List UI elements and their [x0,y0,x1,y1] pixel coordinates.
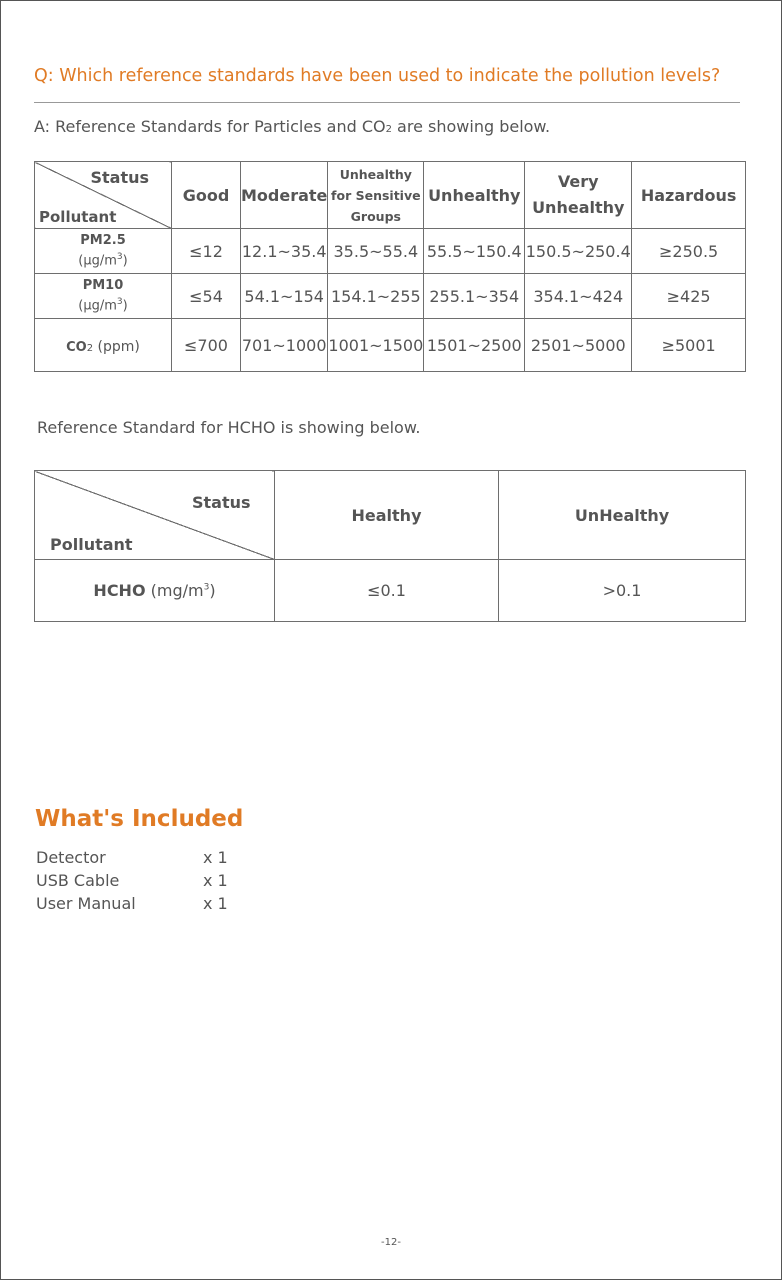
included-list [36,848,236,917]
pollutant-co2 [66,339,140,355]
value-cell: 12.1~35.4 [241,229,328,274]
unit-sup: 3 [116,296,123,307]
pollutant-subscript: 2 [86,342,94,354]
list-item [36,871,236,894]
table-header-row [35,471,746,560]
whats-included-title: What's Included [35,806,244,832]
pollutant-cell [35,229,172,274]
value-cell: 255.1~354 [424,274,525,319]
value-cell: ≤0.1 [275,560,499,622]
faq-answer [34,117,550,136]
item-qty: x 1 [203,848,228,867]
corner-header [35,162,172,229]
value-cell: 1001~1500 [328,319,424,372]
hcho-intro: Reference Standard for HCHO is showing below. [37,418,421,437]
divider [34,102,740,103]
header-unhealthy: Unhealthy [424,162,525,229]
unit-end: ) [122,253,128,269]
value-cell: 154.1~255 [328,274,424,319]
header-sensitive-line2: for Sensitive [331,187,421,203]
value-cell: ≤12 [172,229,241,274]
value-cell: 1501~2500 [424,319,525,372]
header-sensitive-line1: Unhealthy [339,166,412,182]
header-sensitive-line3: Groups [350,208,401,224]
pollutant-cell [35,274,172,319]
table-row [35,319,746,372]
value-cell: 354.1~424 [525,274,632,319]
header-unhealthy: UnHealthy [499,471,746,560]
corner-pollutant-label: Pollutant [50,535,133,554]
value-cell: ≥250.5 [632,229,746,274]
item-qty: x 1 [203,894,228,913]
unit-sup: 3 [116,251,123,262]
table-row [35,229,746,274]
pollutant-name: CO [66,339,87,355]
table-header-row [35,162,746,229]
unit-text: (μg/m [78,253,117,269]
corner-header [35,471,275,560]
value-cell: 54.1~154 [241,274,328,319]
answer-subscript: 2 [385,124,392,135]
faq-question: Q: Which reference standards have been used to indicate the pollution levels? [34,66,721,86]
header-healthy: Healthy [275,471,499,560]
unit-end: ) [122,298,128,314]
header-hazardous: Hazardous [632,162,746,229]
item-name: Detector [36,848,106,867]
answer-prefix: A: Reference Standards for Particles and CO [34,117,386,136]
unit-end: ) [209,581,216,600]
value-cell: 150.5~250.4 [525,229,632,274]
corner-status-label: Status [192,493,251,512]
hcho-standards-table [34,470,746,622]
answer-suffix: are showing below. [391,117,551,136]
pollutant-cell [35,319,172,372]
list-item [36,894,236,917]
pollutant-name: HCHO [93,581,146,600]
value-cell: >0.1 [499,560,746,622]
corner-pollutant-label: Pollutant [39,208,117,226]
header-good: Good [172,162,241,229]
header-unhealthy-sensitive [328,162,424,229]
value-cell: 35.5~55.4 [328,229,424,274]
unit-sup: 3 [203,582,210,593]
page-number: -12- [381,1237,401,1248]
pollutant-unit: (mg/m [145,581,204,600]
pollutant-unit [35,249,171,269]
value-cell: ≥5001 [632,319,746,372]
header-very-line2: Unhealthy [532,198,625,217]
value-cell: 2501~5000 [525,319,632,372]
table-row [35,274,746,319]
pollutant-unit [35,294,171,314]
table-row [35,560,746,622]
pollutant-unit: (ppm) [93,338,140,355]
value-cell: ≤700 [172,319,241,372]
item-qty: x 1 [203,871,228,890]
header-very-line1: Very [557,172,599,191]
value-cell: 701~1000 [241,319,328,372]
header-moderate: Moderate [241,162,328,229]
header-very-unhealthy [525,162,632,229]
pollutant-name: PM2.5 [80,232,126,248]
value-cell: ≤54 [172,274,241,319]
value-cell: ≥425 [632,274,746,319]
unit-text: (μg/m [78,298,117,314]
particles-co2-standards-table [34,161,746,372]
pollutant-cell [35,560,275,622]
item-name: USB Cable [36,871,120,890]
value-cell: 55.5~150.4 [424,229,525,274]
item-name: User Manual [36,894,136,913]
corner-status-label: Status [90,168,149,187]
pollutant-name: PM10 [82,277,124,293]
list-item [36,848,236,871]
